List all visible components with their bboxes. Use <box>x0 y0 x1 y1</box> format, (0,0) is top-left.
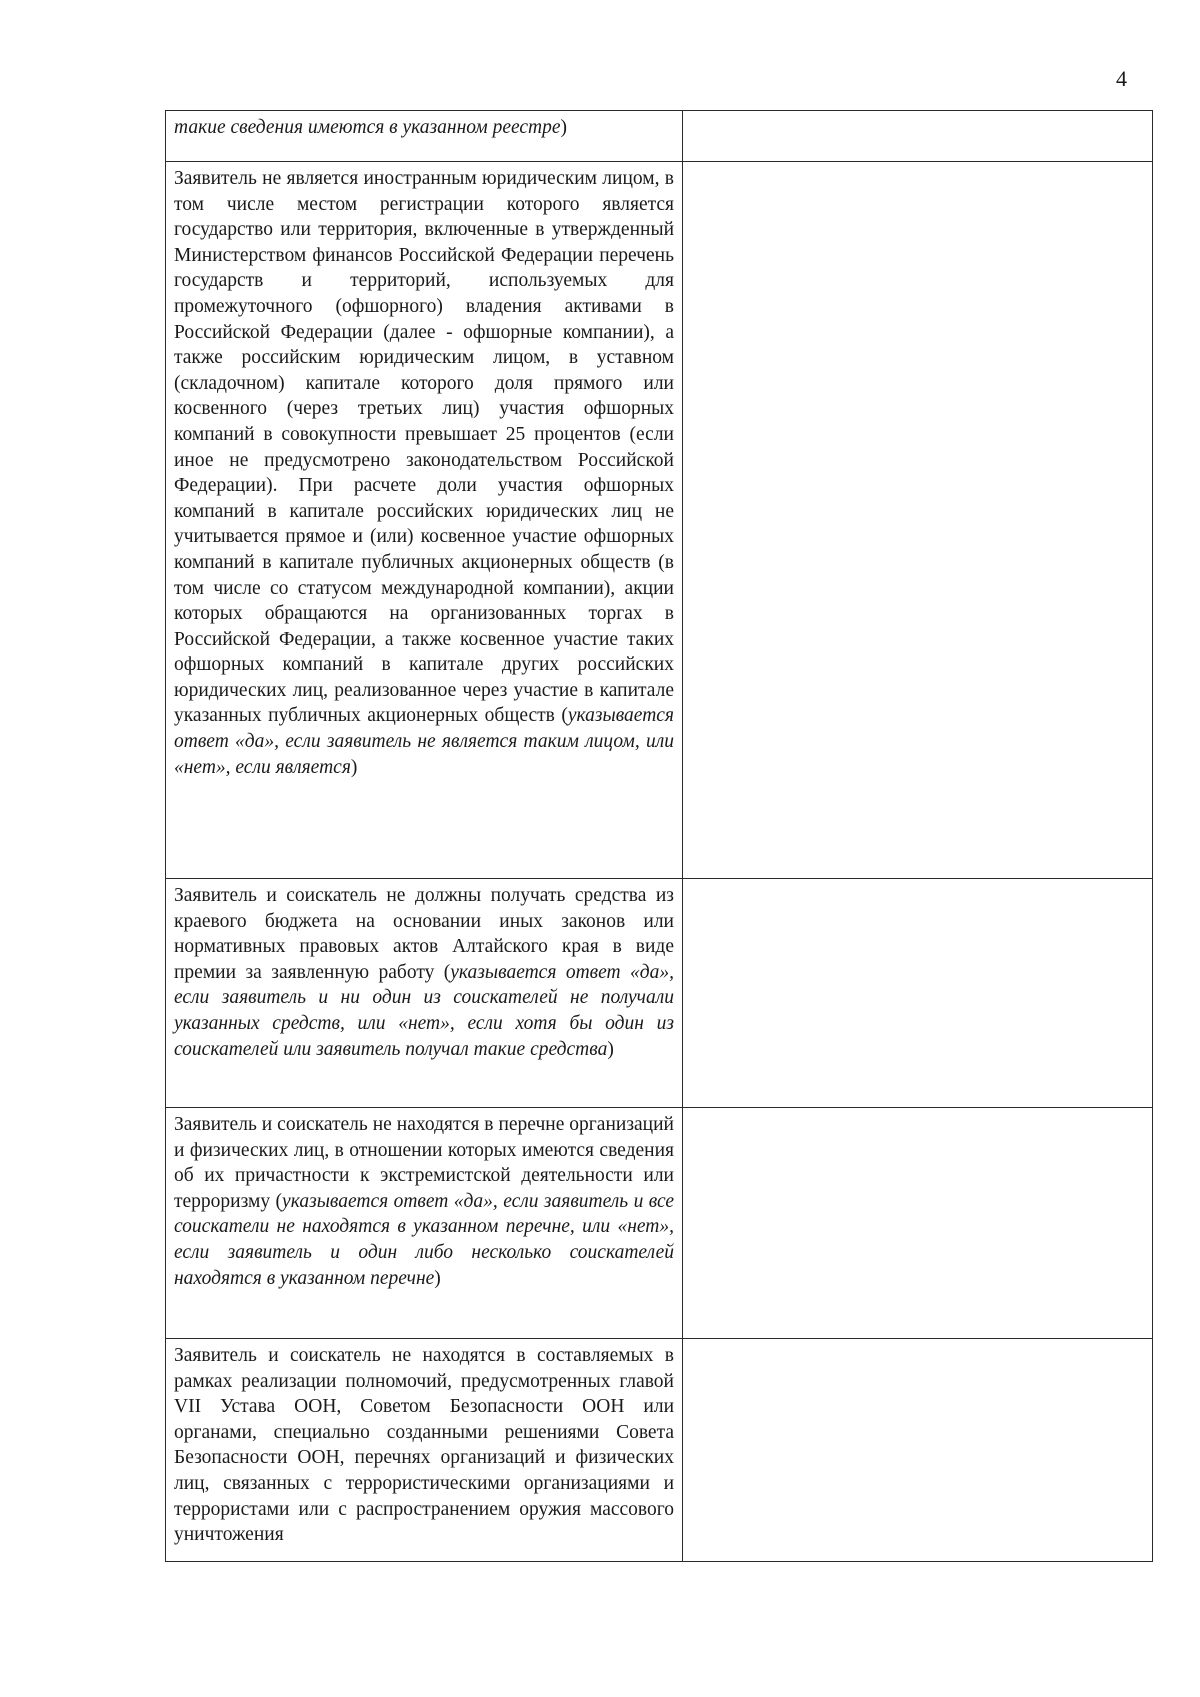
table-row <box>166 162 1153 879</box>
criterion-text: Заявитель и соискатель не находятся в перечне организаций и физических лиц, в отношении которых имеются сведения об их причастности к экстремистской деятельности или терроризму ( <box>174 1114 674 1212</box>
criterion-tail: ) <box>350 756 358 778</box>
criteria-table <box>165 110 1153 1562</box>
criterion-instruction: такие сведения имеются в указанном реестре <box>174 117 561 138</box>
answer-cell[interactable] <box>683 111 1153 162</box>
answer-cell[interactable] <box>683 879 1153 1108</box>
criterion-cell <box>166 1339 683 1562</box>
criterion-tail: ) <box>560 117 568 138</box>
table-row <box>166 111 1153 162</box>
criterion-cell <box>166 1108 683 1339</box>
criterion-text: Заявитель и соискатель не находятся в составляемых в рамках реализации полномочий, предусмотренных главой VII Устава ООН, Советом Безопасности ООН или органами, специально созданными решениями Совета Безопасности ООН, перечнях организаций и физических лиц, связанных с террористическими организациями и террористами или с распространением оружия массового уничтожения <box>174 1345 674 1546</box>
page-number: 4 <box>1116 66 1127 91</box>
criterion-instruction: указывается ответ «да», если заявитель и все соискатели не находятся в указанном перечне, или «нет», если заявитель и один либо несколько соискателей находятся в указанном перечне <box>174 1190 675 1289</box>
table-row <box>166 879 1153 1108</box>
criterion-text: Заявитель и соискатель не должны получать средства из краевого бюджета на основании иных законов или нормативных правовых актов Алтайского края в виде премии за заявленную работу ( <box>174 885 674 983</box>
criterion-instruction: указывается ответ «да», если заявитель и ни один из соискателей не получали указанных средств, или «нет», если хотя бы один из соискателей или заявитель получал такие средства <box>174 961 675 1060</box>
criterion-instruction: указывается ответ «да», если заявитель не является таким лицом, или «нет», если является <box>174 705 674 778</box>
criterion-tail: ) <box>434 1267 441 1289</box>
table-row <box>166 1339 1153 1562</box>
answer-cell[interactable] <box>683 162 1153 879</box>
criterion-tail: ) <box>607 1038 614 1060</box>
table-row <box>166 1108 1153 1339</box>
criterion-cell <box>166 111 683 162</box>
criterion-text: Заявитель не является иностранным юридическим лицом, в том числе местом регистрации которого является государство или территория, включенные в утвержденный Министерством финансов Российской Федерации перечень государств и территорий, используемых для промежуточного (офшорного) владения активами в Российской Федерации (далее - офшорные компании), а также российским юридическим лицом, в уставном (складочном) капитале которого доля прямого или косвенного (через третьих лиц) участия офшорных компаний в совокупности превышает 25 процентов (если иное не предусмотрено законодательством Российской Федерации). При расчете доли участия офшорных компаний в капитале российских юридических лиц не учитывается прямое и (или) косвенное участие офшорных компаний в капитале публичных акционерных обществ (в том числе со статусом международной компании), акции которых обращаются на организованных торгах в Российской Федерации, а также косвенное участие таких офшорных компаний в капитале других российских юридических лиц, реализованное через участие в капитале указанных публичных акционерных обществ ( <box>174 168 674 727</box>
criterion-cell <box>166 879 683 1108</box>
answer-cell[interactable] <box>683 1339 1153 1562</box>
answer-cell[interactable] <box>683 1108 1153 1339</box>
criterion-cell <box>166 162 683 879</box>
